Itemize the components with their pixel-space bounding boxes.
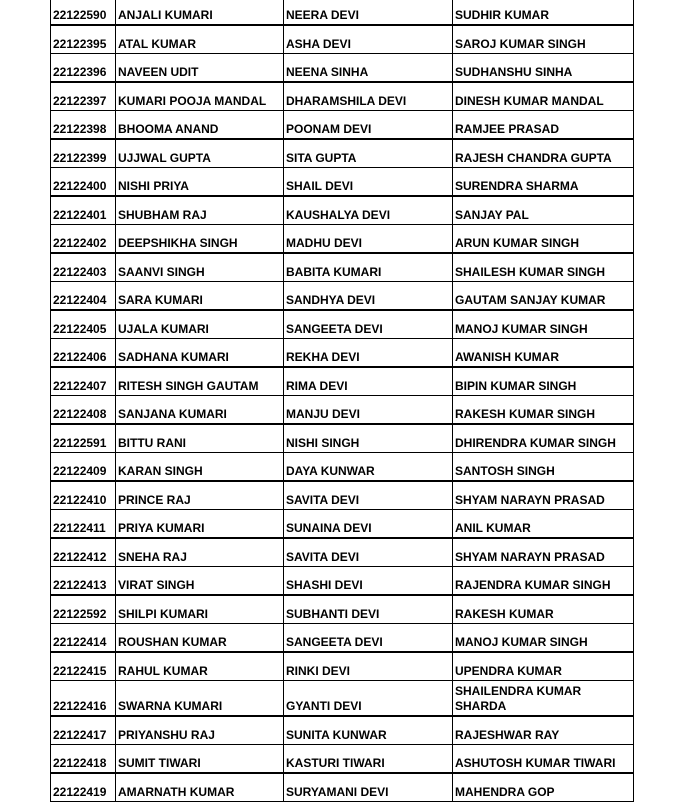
father-name-cell: RAJESH CHANDRA GUPTA: [453, 139, 634, 168]
mother-name-cell: POONAM DEVI: [284, 111, 453, 140]
father-name-cell: SHAILESH KUMAR SINGH: [453, 253, 634, 282]
roll-number-cell: 22122403: [51, 253, 116, 282]
student-name-cell: SNEHA RAJ: [116, 538, 284, 567]
mother-name-cell: NEERA DEVI: [284, 0, 453, 25]
table-row: [51, 54, 634, 83]
father-name-cell: ANIL KUMAR: [453, 510, 634, 539]
mother-name-cell: DAYA KUNWAR: [284, 453, 453, 482]
student-name-cell: SWARNA KUMARI: [116, 681, 284, 717]
roll-number-cell: 22122399: [51, 139, 116, 168]
roll-number-cell: 22122409: [51, 453, 116, 482]
student-name-cell: RITESH SINGH GAUTAM: [116, 367, 284, 396]
table-row: [51, 424, 634, 453]
table-row: [51, 624, 634, 653]
father-name-cell: RAKESH KUMAR SINGH: [453, 396, 634, 425]
student-name-cell: SAANVI SINGH: [116, 253, 284, 282]
father-name-cell: SANJAY PAL: [453, 196, 634, 225]
student-name-cell: KUMARI POOJA MANDAL: [116, 82, 284, 111]
father-name-cell: GAUTAM SANJAY KUMAR: [453, 282, 634, 311]
roll-number-cell: 22122398: [51, 111, 116, 140]
roll-number-cell: 22122592: [51, 595, 116, 624]
table-row: [51, 681, 634, 717]
table-row: [51, 773, 634, 802]
mother-name-cell: SHAIL DEVI: [284, 168, 453, 197]
student-name-cell: PRIYA KUMARI: [116, 510, 284, 539]
student-name-cell: RAHUL KUMAR: [116, 652, 284, 681]
father-name-cell: MAHENDRA GOP: [453, 773, 634, 802]
student-name-cell: SARA KUMARI: [116, 282, 284, 311]
father-name-cell: ARUN KUMAR SINGH: [453, 225, 634, 254]
mother-name-cell: SUNAINA DEVI: [284, 510, 453, 539]
roll-number-cell: 22122412: [51, 538, 116, 567]
roll-number-cell: 22122419: [51, 773, 116, 802]
roll-number-cell: 22122417: [51, 716, 116, 745]
father-name-cell: MANOJ KUMAR SINGH: [453, 624, 634, 653]
roll-number-cell: 22122408: [51, 396, 116, 425]
mother-name-cell: RIMA DEVI: [284, 367, 453, 396]
mother-name-cell: SAVITA DEVI: [284, 538, 453, 567]
table-row: [51, 510, 634, 539]
student-name-cell: UJJWAL GUPTA: [116, 139, 284, 168]
father-name-cell: SAROJ KUMAR SINGH: [453, 25, 634, 54]
mother-name-cell: REKHA DEVI: [284, 339, 453, 368]
student-name-cell: ROUSHAN KUMAR: [116, 624, 284, 653]
table-row: [51, 225, 634, 254]
father-name-cell: BIPIN KUMAR SINGH: [453, 367, 634, 396]
mother-name-cell: KAUSHALYA DEVI: [284, 196, 453, 225]
student-name-cell: SHILPI KUMARI: [116, 595, 284, 624]
father-name-cell: SANTOSH SINGH: [453, 453, 634, 482]
table-row: [51, 339, 634, 368]
roll-number-cell: 22122418: [51, 745, 116, 774]
mother-name-cell: MANJU DEVI: [284, 396, 453, 425]
mother-name-cell: NISHI SINGH: [284, 424, 453, 453]
student-name-cell: PRIYANSHU RAJ: [116, 716, 284, 745]
roll-number-cell: 22122411: [51, 510, 116, 539]
father-name-cell: MANOJ KUMAR SINGH: [453, 310, 634, 339]
roll-number-cell: 22122413: [51, 567, 116, 596]
table-row: [51, 111, 634, 140]
mother-name-cell: RINKI DEVI: [284, 652, 453, 681]
student-name-cell: NISHI PRIYA: [116, 168, 284, 197]
mother-name-cell: SUBHANTI DEVI: [284, 595, 453, 624]
roll-number-cell: 22122405: [51, 310, 116, 339]
father-name-cell: RAKESH KUMAR: [453, 595, 634, 624]
father-name-cell: SHYAM NARAYN PRASAD: [453, 538, 634, 567]
table-row: [51, 538, 634, 567]
table-row: [51, 367, 634, 396]
mother-name-cell: SITA GUPTA: [284, 139, 453, 168]
table-row: [51, 745, 634, 774]
roll-number-cell: 22122591: [51, 424, 116, 453]
mother-name-cell: SUNITA KUNWAR: [284, 716, 453, 745]
roll-number-cell: 22122590: [51, 0, 116, 25]
student-name-cell: BITTU RANI: [116, 424, 284, 453]
father-name-cell: SHAILENDRA KUMAR SHARDA: [453, 681, 634, 717]
student-name-cell: DEEPSHIKHA SINGH: [116, 225, 284, 254]
mother-name-cell: SANGEETA DEVI: [284, 310, 453, 339]
roll-number-cell: 22122416: [51, 681, 116, 717]
mother-name-cell: GYANTI DEVI: [284, 681, 453, 717]
roll-number-cell: 22122400: [51, 168, 116, 197]
father-name-cell: RAJESHWAR RAY: [453, 716, 634, 745]
mother-name-cell: MADHU DEVI: [284, 225, 453, 254]
table-row: [51, 282, 634, 311]
student-name-cell: BHOOMA ANAND: [116, 111, 284, 140]
mother-name-cell: SANGEETA DEVI: [284, 624, 453, 653]
student-name-cell: AMARNATH KUMAR: [116, 773, 284, 802]
father-name-cell: DHIRENDRA KUMAR SINGH: [453, 424, 634, 453]
table-row: [51, 168, 634, 197]
table-row: [51, 196, 634, 225]
roll-number-cell: 22122406: [51, 339, 116, 368]
table-row: [51, 396, 634, 425]
table-row: [51, 595, 634, 624]
mother-name-cell: SURYAMANI DEVI: [284, 773, 453, 802]
table-body: [51, 0, 634, 802]
table-row: [51, 25, 634, 54]
father-name-cell: RAMJEE PRASAD: [453, 111, 634, 140]
student-name-cell: VIRAT SINGH: [116, 567, 284, 596]
father-name-cell: SUDHANSHU SINHA: [453, 54, 634, 83]
student-name-cell: SANJANA KUMARI: [116, 396, 284, 425]
student-name-cell: PRINCE RAJ: [116, 481, 284, 510]
mother-name-cell: ASHA DEVI: [284, 25, 453, 54]
mother-name-cell: DHARAMSHILA DEVI: [284, 82, 453, 111]
roll-number-cell: 22122410: [51, 481, 116, 510]
father-name-cell: AWANISH KUMAR: [453, 339, 634, 368]
student-name-cell: NAVEEN UDIT: [116, 54, 284, 83]
mother-name-cell: KASTURI TIWARI: [284, 745, 453, 774]
student-name-cell: SADHANA KUMARI: [116, 339, 284, 368]
table-row: [51, 652, 634, 681]
table-row: [51, 567, 634, 596]
table-row: [51, 0, 634, 25]
student-name-cell: KARAN SINGH: [116, 453, 284, 482]
mother-name-cell: SHASHI DEVI: [284, 567, 453, 596]
table-row: [51, 453, 634, 482]
father-name-cell: SHYAM NARAYN PRASAD: [453, 481, 634, 510]
table-row: [51, 310, 634, 339]
roll-number-cell: 22122404: [51, 282, 116, 311]
student-records-table: [50, 0, 634, 802]
student-name-cell: ANJALI KUMARI: [116, 0, 284, 25]
mother-name-cell: SANDHYA DEVI: [284, 282, 453, 311]
mother-name-cell: BABITA KUMARI: [284, 253, 453, 282]
mother-name-cell: SAVITA DEVI: [284, 481, 453, 510]
student-name-cell: UJALA KUMARI: [116, 310, 284, 339]
student-name-cell: SHUBHAM RAJ: [116, 196, 284, 225]
table-row: [51, 716, 634, 745]
table-row: [51, 253, 634, 282]
father-name-cell: ASHUTOSH KUMAR TIWARI: [453, 745, 634, 774]
roll-number-cell: 22122397: [51, 82, 116, 111]
roll-number-cell: 22122395: [51, 25, 116, 54]
father-name-cell: SUDHIR KUMAR: [453, 0, 634, 25]
father-name-cell: UPENDRA KUMAR: [453, 652, 634, 681]
roll-number-cell: 22122396: [51, 54, 116, 83]
father-name-cell: RAJENDRA KUMAR SINGH: [453, 567, 634, 596]
roll-number-cell: 22122407: [51, 367, 116, 396]
student-name-cell: SUMIT TIWARI: [116, 745, 284, 774]
father-name-cell: SURENDRA SHARMA: [453, 168, 634, 197]
mother-name-cell: NEENA SINHA: [284, 54, 453, 83]
father-name-cell: DINESH KUMAR MANDAL: [453, 82, 634, 111]
roll-number-cell: 22122402: [51, 225, 116, 254]
roll-number-cell: 22122401: [51, 196, 116, 225]
roll-number-cell: 22122414: [51, 624, 116, 653]
table-row: [51, 481, 634, 510]
table-row: [51, 139, 634, 168]
table-row: [51, 82, 634, 111]
student-name-cell: ATAL KUMAR: [116, 25, 284, 54]
roll-number-cell: 22122415: [51, 652, 116, 681]
